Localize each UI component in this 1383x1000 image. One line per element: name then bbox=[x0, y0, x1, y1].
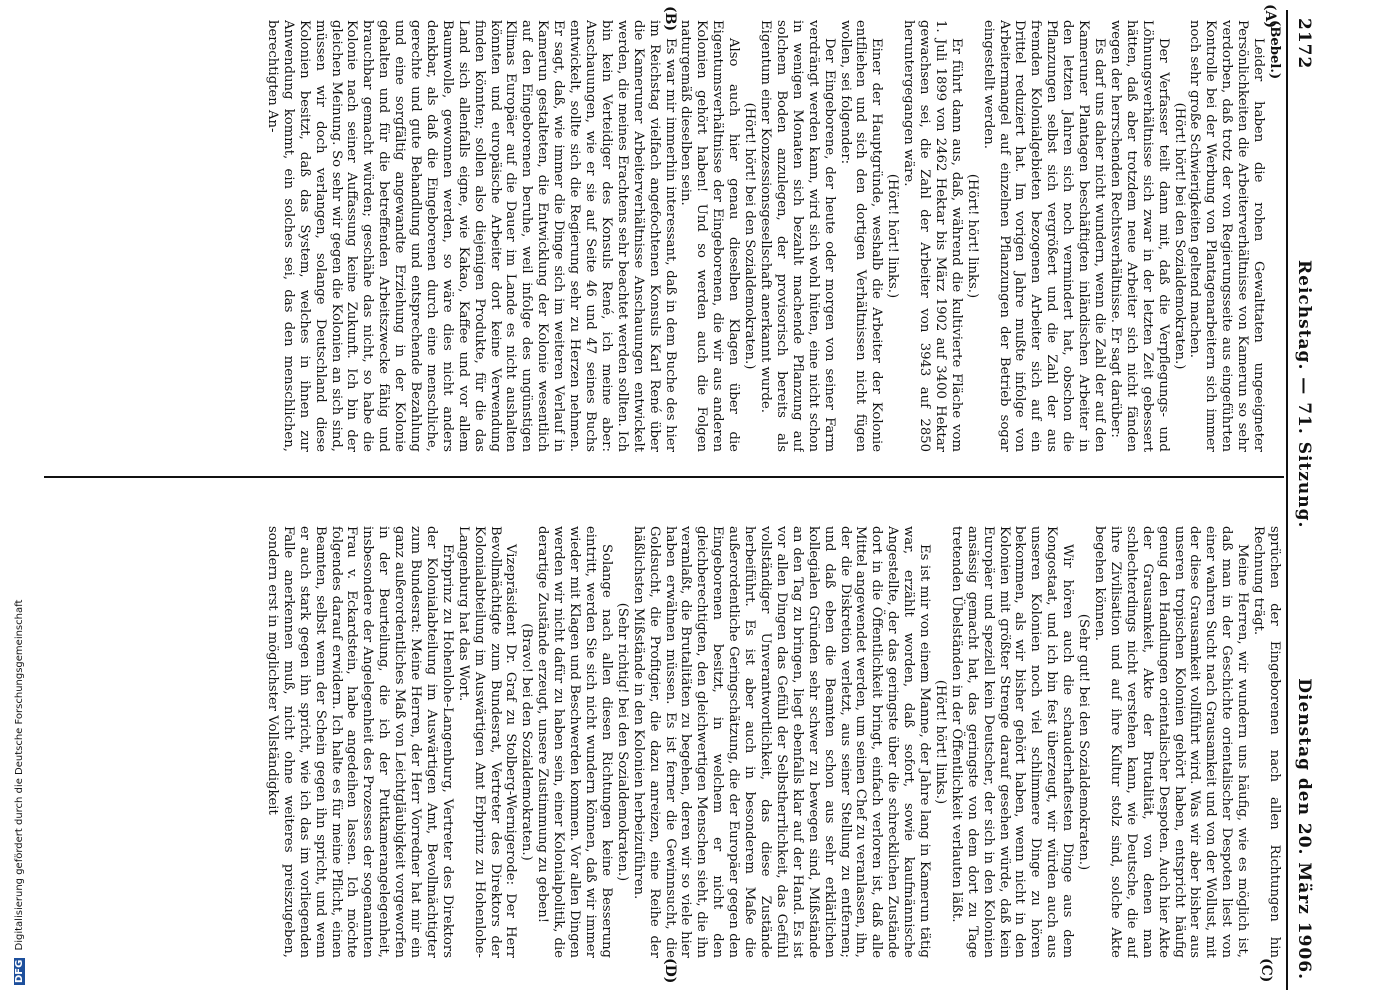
margin-letter-d: (D) bbox=[662, 958, 678, 984]
interjection: (Sehr gut! bei den Sozialdemokraten.) bbox=[1076, 613, 1092, 871]
session-title: Reichstag. — 71. Sitzung. bbox=[1294, 260, 1314, 529]
interjection: (Sehr richtig! bei den Sozialdemokraten.) bbox=[614, 602, 630, 882]
speaker-label: (Bebel.) bbox=[1267, 20, 1282, 80]
newspaper-page bbox=[18, 0, 1318, 1000]
interjection: (Hört! hört! links.) bbox=[885, 173, 901, 299]
margin-letter-b: (B) bbox=[662, 6, 678, 32]
page-number: 2172 bbox=[1294, 18, 1314, 70]
credit-text: Digitalisierung gefördert durch die Deutsche Forschungsgemeinschaft bbox=[14, 599, 25, 951]
column-divider bbox=[44, 476, 1284, 478]
session-date: Dienstag den 20. März 1906. bbox=[1294, 678, 1314, 980]
interjection: (Bravo! bei den Sozialdemokraten.) bbox=[519, 623, 535, 861]
page-header bbox=[1288, 0, 1318, 1000]
paragraph: Meine Herren, wir wundern uns häufig, wie es möglich ist, daß man in der Geschichte orientalischer Despoten liest von einer wahren Sucht nach Grausamkeit und von der Wollust, mit der diese Grausamkeit vollführt wird. Was wir aber bisher aus unseren tropischen Kolonien gehört haben, entspricht häufig genug den Handlungen orientalischer Despoten. Auch hier Akte der Grausamkeit, Akte der Brutalität, von denen man schlechterdings nicht verstehen kann, wie Deutsche, die auf ihre Zivilisation und auf ihre Kultur stolz sind, solche Akte begehen können. bbox=[1092, 526, 1251, 958]
paragraph: Wir hören auch die schauderhaftesten Dinge aus dem Kongostaat, und ich bin fest überzeugt, wir würden auch aus unseren Kolonien noch viel schlimmere Dinge zu hören bekommen, als wir bisher gehört haben, wenn nicht in den Kolonien mit größter Strenge darauf gesehen würde, daß kein Europäer und speziell kein Deutscher, der sich in den Kolonien ansässig gemacht hat, das geringste von dem dort zu Tage tretenden Übelständen in der Öffentlichkeit verlauten läßt. bbox=[948, 526, 1076, 958]
interjection: (Hört! hört! links.) bbox=[932, 679, 948, 805]
paragraph: Es ist mir von einem Manne, der Jahre lang in Kamerun tätig war, erzählt worden, daß sofort, sowie kaufmännische Angestellte, der das geringste über die schrecklichen Zustände dort in die Öffentlichkeit bringt, einfach verloren ist, daß alle Mittel angewendet werden, um seinen Chef zu veranlassen, ihn, der die Diskretion verletzt, aus seiner Stellung zu entfernen; und daß eben die Beamten schon aus sehr erklärlichen kollegialen Gründen sehr schwer zu bewegen sind, Mißstände an den Tag zu bringen, liegt ebenfalls klar auf der Hand. Es ist vor allen Dingen das Gefühl der Selbstherrlichkeit, das Gefühl vollständiger Unverantwortlichkeit, das diese Zustände herbeiführt. Es ist aber auch in besonderem Maße die außerordentliche Geringschätzung, die der Europäer gegen den Eingeborenen besitzt, in welchem er nicht den gleichberechtigten, den gleichwertigen Menschen sieht, die ihn veranlaßt, die Brutalitäten zu begehen, deren wir so viele hier haben erwähnen müssen. Es ist ferner die Gewinnsucht, die Goldsucht, die Profitgier, die dazu anreizen, eine Reihe der häßlichsten Mißstände in den Kolonien herbeizuführen. bbox=[630, 526, 933, 958]
interjection: (Hört! hört! bei den Sozialdemokraten.) bbox=[1171, 102, 1187, 370]
paragraph: Vizepräsident Dr. Graf zu Stolberg-Wernigerode: Der Herr Bevollmächtigte zum Bundesrat, Vertreter des Direktors der Kolonialabteilung im Auswärtigen Amt Erbprinz zu Hohenlohe-Langenburg hat das Wort. bbox=[455, 526, 519, 958]
interjection: (Hört! hört! bei den Sozialdemokraten.) bbox=[742, 102, 758, 370]
header-rule bbox=[1286, 10, 1288, 990]
margin-letter-c: (C) bbox=[1258, 958, 1274, 983]
paragraph: sprüchen der Eingeborenen nach allen Richtungen hin Rechnung trägt. bbox=[1251, 526, 1282, 958]
paragraph: Solange nach allen diesen Richtungen keine Besserung eintritt, werden Sie sich nicht wundern können, daß wir immer wieder mit Klagen und Beschwerden kommen. Vor allen Dingen werden wir nicht dafür zu haben sein, einer Kolonialpolitik, die derartige Zustände erzeugt, unsere Zustimmung zu geben! bbox=[535, 526, 614, 958]
paragraph: Es war mir immerhin interessant, daß in dem Buche des hier im Reichstag vielfach angefochtenen Konsuls Karl René über die Kameruner Arbeiterverhältnisse Anschauungen entwickelt werden, die meines Erachtens sehr beachtet werden sollten. Ich bin kein Verteidiger des Konsuls René, ich meine aber: Anschauungen, wie er sie auf Seite 46 und 47 seines Buchs entwickelt, sollte sich die Regierung sehr zu Herzen nehmen. Er sagt, daß, wie immer die Dinge sich im weiteren Verlauf in Kamerun gestalteten, die Entwicklung der Kolonie wesentlich auf den Eingeborenen beruhe, weil infolge des ungünstigen Klimas Europäer auf die Dauer im Lande es nicht aushalten könnten und europäische Arbeiter dort keine Verwendung finden könnten; sollen also diejenigen Produkte, für die das Land sich allenfalls eigne, wie Kakao, Kaffee und vor allem Baumwolle, gewonnen werden, so wäre dies nicht anders denkbar, als daß die Eingeborenen durch eine menschliche, gerechte und gute Behandlung und entsprechende Bezahlung und eine sorgfältig angewandte Erziehung in der Kolonie gehalten und für die betreffenden Arbeitszwecke fähig und brauchbar gemacht würden; geschähe das nicht, so habe die Kolonie nach seiner Auffassung keine Zukunft. Ich bin der gleichen Meinung. So sehr wir gegen die Kolonien an sich sind, müssen wir doch verlangen, solange Deutschland diese Kolonien besitzt, daß das System, welches in ihnen zur Anwendung kommt, ein solches sei, das den menschlichen, berechtigten An- bbox=[264, 20, 678, 452]
paragraph: Es darf uns daher nicht wundern, wenn die Zahl der auf den Kameruner Plantagen beschäftigten inländischen Arbeiter in den letzten Jahren sich noch vermindert hat, obschon die Pflanzungen selbst sich vergrößert und die Zahl der aus fremden Kolonialgebieten bezogenen Arbeiter sich auf ein Drittel reduziert hat. Im vorigen Jahre mußte infolge von Arbeitermangel auf einzelnen Pflanzungen der Betrieb sogar eingestellt werden. bbox=[980, 20, 1108, 452]
paragraph: Also auch hier genau dieselben Klagen über die Eigentumsverhältnisse der Eingeborenen, die wir aus anderen Kolonien gehört haben! Und so werden auch die Folgen naturgemäß dieselben sein. bbox=[678, 20, 742, 452]
paragraph: Der Eingeborene, der heute oder morgen von seiner Farm verdrängt werden kann, wird sich wohl hüten, eine nicht schon in wenigen Monaten sich bezahlt machende Pflanzung auf solchem Boden anzulegen, der provisorisch bereits als Eigentum einer Konzessionsgesellschaft anerkannt wurde. bbox=[758, 20, 837, 452]
paragraph: Erbprinz zu Hohenlohe-Langenburg, Vertreter des Direktors der Kolonialabteilung im Auswärtigen Amt, Bevollmächtigter zum Bundesrat: Meine Herren, der Herr Vorredner hat mir ein ganz außerordentliches Maß von Leichtgläubigkeit vorgeworfen in der Beurteilung, die ich der Puttkamerangelegenheit, insbesondere der Angelegenheit des Prozesses der sogenannten Frau v. Eckardstein, habe angedeihen lassen. Ich möchte folgendes darauf erwidern. Ich halte es für meine Pflicht, einen Beamten, selbst wenn der Schein gegen ihn spricht, und wenn er auch stark gegen ihn spricht, wie ich das im vorliegenden Falle anerkennen muß, nicht ohne weiteres preiszugeben, sondern erst in möglichster Vollständigkeit bbox=[264, 526, 455, 958]
paragraph: Der Verfasser teilt dann mit, daß die Verpflegungs- und Löhnungsverhältnisse sich zwar in der letzten Zeit gebessert hätten, daß aber trotzdem neue Arbeiter sich nicht fänden wegen der herrschenden Rechtsverhältnisse. Er sagt darüber: bbox=[1107, 20, 1171, 452]
paragraph: Leider haben die rohen Gewalttaten ungeeigneter Persönlichkeiten die Arbeiterverhältnisse von Kamerun so sehr verdorben, daß trotz der von Regierungsseite aus eingeführten Kontrolle bei der Werbung von Plantagenarbeitern sich immer noch sehr große Schwierigkeiten geltend machen. bbox=[1187, 20, 1267, 452]
digitization-credit bbox=[0, 0, 25, 1000]
paragraph: Einer der Hauptgründe, weshalb die Arbeiter der Kolonie entfliehen und sich den dortigen Verhältnissen nicht fügen wollen, sei folgender: bbox=[837, 20, 885, 452]
paragraph: Er führt dann aus, daß, während die kultivierte Fläche vom 1. Juli 1899 von 2462 Hektar bis März 1902 auf 3400 Hektar gewachsen sei, die Zahl der Arbeiter von 3943 auf 2850 heruntergegangen wäre. bbox=[901, 20, 964, 452]
margin-letter-a: (A) bbox=[1262, 4, 1278, 29]
interjection: (Hört! hört! links.) bbox=[964, 173, 980, 299]
right-column bbox=[46, 526, 1282, 958]
left-column bbox=[46, 20, 1282, 452]
dfg-logo: DFG bbox=[14, 959, 25, 983]
